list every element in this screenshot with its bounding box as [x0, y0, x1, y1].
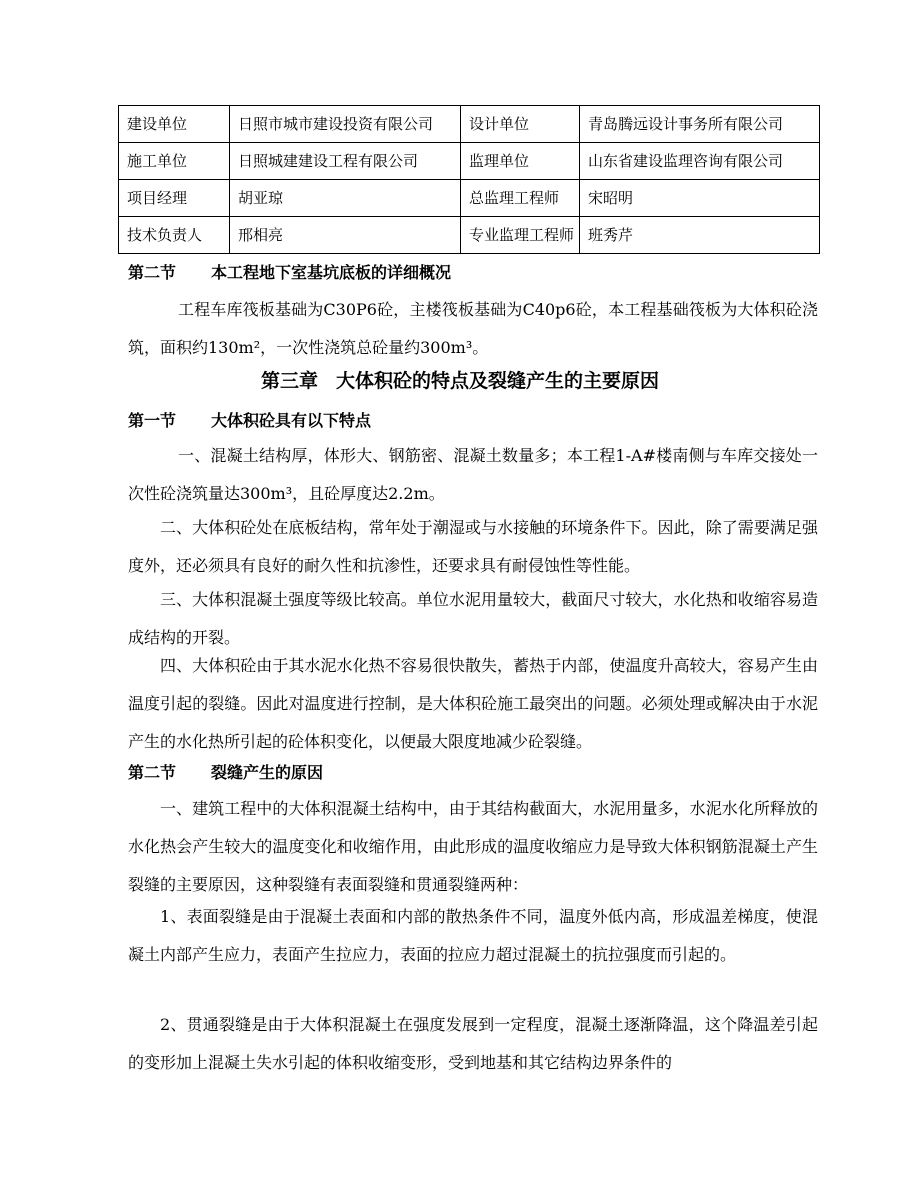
section-title: 裂缝产生的原因	[211, 763, 324, 782]
table-cell: 邢相亮	[230, 217, 461, 254]
table-cell: 日照城建建设工程有限公司	[230, 143, 461, 180]
section-number: 第一节	[128, 411, 177, 430]
section-title: 本工程地下室基坑底板的详细概况	[211, 263, 452, 282]
table-cell: 建设单位	[119, 106, 230, 143]
table-row	[119, 180, 820, 217]
paragraph: 1、表面裂缝是由于混凝土表面和内部的散热条件不同，温度外低内高，形成温差梯度，使混凝土内部产生应力，表面产生拉应力，表面的拉应力超过混凝土的抗拉强度而引起的。	[128, 907, 818, 964]
section-heading	[128, 410, 371, 432]
table-cell: 设计单位	[461, 106, 580, 143]
paragraph: 四、大体积砼由于其水泥水化热不容易很快散失，蓄热于内部，使温度升高较大，容易产生由温度引起的裂缝。因此对温度进行控制，是大体积砼施工最突出的问题。必须处理或解决由于水泥产生的水化热所引起的砼体积变化，以便最大限度地减少砼裂缝。	[128, 656, 818, 751]
table-cell: 班秀芹	[580, 217, 820, 254]
paragraph: 工程车库筏板基础为C30P6砼，主楼筏板基础为C40p6砼，本工程基础筏板为大体积砼浇筑，面积约130m²，一次性浇筑总砼量约300m³。	[128, 300, 818, 357]
paragraph: 2、贯通裂缝是由于大体积混凝土在强度发展到一定程度，混凝土逐渐降温，这个降温差引起的变形加上混凝土失水引起的体积收缩变形，受到地基和其它结构边界条件的	[128, 1015, 818, 1072]
chapter-name: 大体积砼的特点及裂缝产生的主要原因	[336, 370, 660, 392]
project-info-table	[118, 105, 820, 254]
table-cell: 日照市城市建设投资有限公司	[230, 106, 461, 143]
section-title: 大体积砼具有以下特点	[211, 411, 372, 430]
table-cell: 青岛腾远设计事务所有限公司	[580, 106, 820, 143]
paragraph: 一、混凝土结构厚，体形大、钢筋密、混凝土数量多；本工程1-A#楼南侧与车库交接处一次性砼浇筑量达300m³，且砼厚度达2.2m。	[128, 446, 818, 503]
section-number: 第二节	[128, 263, 177, 282]
section-heading	[128, 762, 323, 784]
table-row	[119, 217, 820, 254]
table-cell: 山东省建设监理咨询有限公司	[580, 143, 820, 180]
table-cell: 专业监理工程师	[461, 217, 580, 254]
table-cell: 胡亚琼	[230, 180, 461, 217]
table-row	[119, 143, 820, 180]
table-cell: 项目经理	[119, 180, 230, 217]
section-heading	[128, 262, 451, 284]
table-cell: 施工单位	[119, 143, 230, 180]
chapter-title	[0, 367, 920, 395]
paragraph: 一、建筑工程中的大体积混凝土结构中，由于其结构截面大，水泥用量多，水泥水化所释放的水化热会产生较大的温度变化和收缩作用，由此形成的温度收缩应力是导致大体积钢筋混凝土产生裂缝的主要原因，这种裂缝有表面裂缝和贯通裂缝两种：	[128, 799, 818, 894]
chapter-number: 第三章	[260, 370, 318, 392]
table-cell: 技术负责人	[119, 217, 230, 254]
table-cell: 监理单位	[461, 143, 580, 180]
table-cell: 宋昭明	[580, 180, 820, 217]
table-cell: 总监理工程师	[461, 180, 580, 217]
paragraph: 二、大体积砼处在底板结构，常年处于潮湿或与水接触的环境条件下。因此，除了需要满足强度外，还必须具有良好的耐久性和抗渗性，还要求具有耐侵蚀性等性能。	[128, 518, 818, 575]
paragraph: 三、大体积混凝土强度等级比较高。单位水泥用量较大，截面尺寸较大，水化热和收缩容易造成结构的开裂。	[128, 590, 818, 647]
table-row	[119, 106, 820, 143]
section-number: 第二节	[128, 763, 177, 782]
